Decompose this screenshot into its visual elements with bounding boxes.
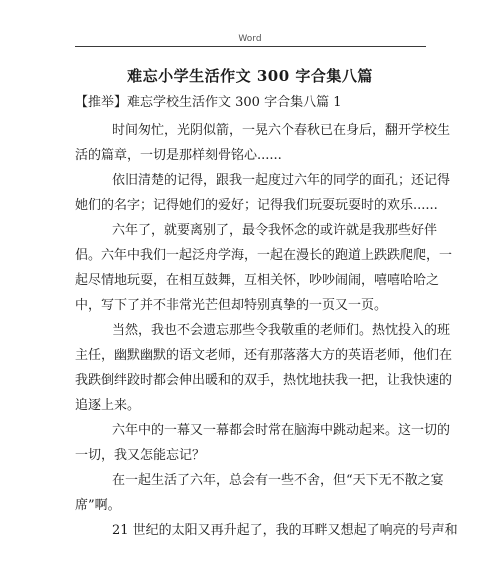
text-line: 时间匆忙，光阴似箭，一晃六个春秋已在身后，翻开学校生 bbox=[112, 123, 451, 138]
text-line: 六年了，就要离别了，最令我怀念的或许就是我那些好伴 bbox=[112, 223, 438, 238]
paragraph bbox=[75, 318, 453, 418]
text-line: 她们的名字；记得她们的爱好；记得我们玩耍玩耍时的欢乐...... bbox=[75, 198, 438, 213]
document-body bbox=[75, 118, 458, 543]
text-line: 我跌倒绊跤时都会伸出暖和的双手，热忱地扶我一把，让我快速的 bbox=[75, 373, 453, 388]
paragraph bbox=[75, 418, 451, 468]
text-line: 依旧清楚的记得，跟我一起度过六年的同学的面孔；还记得 bbox=[112, 173, 451, 188]
paragraph bbox=[75, 518, 458, 543]
text-line: 活的篇章，一切是那样刻骨铭心...... bbox=[75, 148, 282, 163]
text-line: 在一起生活了六年，总会有一些不舍，但“天下无不散之宴 bbox=[112, 473, 444, 488]
text-line: 中，写下了并不非常光芒但却特别真挚的一页又一页。 bbox=[75, 298, 388, 313]
text-line: 六年中的一幕又一幕都会时常在脑海中跳动起来。这一切的 bbox=[112, 423, 451, 438]
paragraph bbox=[75, 118, 451, 168]
document-title: 难忘小学生活作文 300 字合集八篇 bbox=[127, 67, 373, 85]
document-subtitle: 【推举】难忘学校生活作文 300 字合集八篇 1 bbox=[75, 95, 342, 110]
text-line: 起尽情地玩耍，在相互鼓舞，互相关怀，吵吵闹闹，嘻嘻哈哈之 bbox=[75, 273, 440, 288]
paragraph bbox=[75, 218, 453, 318]
paragraph bbox=[75, 468, 444, 518]
text-line: 席”啊。 bbox=[75, 498, 121, 513]
text-line: 追逐上来。 bbox=[75, 398, 141, 413]
text-line: 一切，我又怎能忘记？ bbox=[75, 448, 206, 463]
text-line: 侣。六年中我们一起泛舟学海，一起在漫长的跑道上跌跌爬爬，一 bbox=[75, 248, 453, 263]
text-line: 21 世纪的太阳又再升起了，我的耳畔又想起了响亮的号声和 bbox=[112, 523, 458, 538]
paragraph bbox=[75, 168, 451, 218]
text-line: 主任，幽默幽默的语文老师，还有那落落大方的英语老师，他们在 bbox=[75, 348, 453, 363]
text-line: 当然，我也不会遗忘那些令我敬重的老师们。热忱投入的班 bbox=[112, 323, 451, 338]
page-header-label: Word bbox=[238, 34, 262, 44]
header-divider bbox=[75, 46, 426, 47]
